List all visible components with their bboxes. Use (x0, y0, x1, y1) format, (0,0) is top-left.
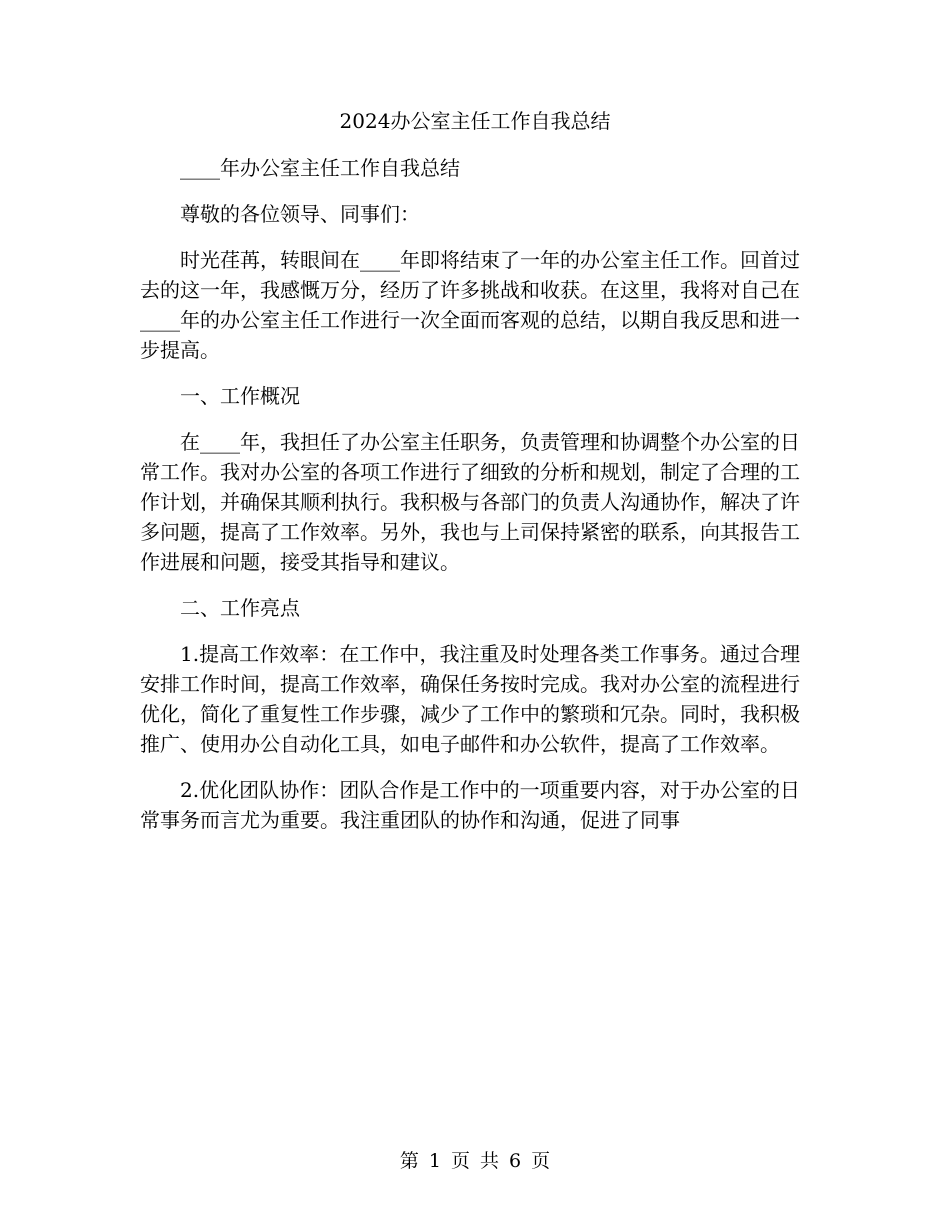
salutation-paragraph: 尊敬的各位领导、同事们： (180, 202, 420, 226)
page-indicator: 第 1 页 共 6 页 (399, 1150, 551, 1172)
subtitle-paragraph: ____年办公室主任工作自我总结 (180, 156, 460, 180)
document-title: 2024办公室主任工作自我总结 (339, 109, 611, 133)
intro-paragraph: 时光荏苒，转眼间在____年即将结束了一年的办公室主任工作。回首过去的这一年，我感慨万分，经历了许多挑战和收获。在这里，我将对自己在____年的办公室主任工作进行一次全面而客观的总结，以期自我反思和进一步提高。 (140, 248, 800, 362)
overview-paragraph: 在____年，我担任了办公室主任职务，负责管理和协调整个办公室的日常工作。我对办公室的各项工作进行了细致的分析和规划，制定了合理的工作计划，并确保其顺利执行。我积极与各部门的负责人沟通协作，解决了许多问题，提高了工作效率。另外，我也与上司保持紧密的联系，向其报告工作进展和问题，接受其指导和建议。 (140, 430, 800, 574)
highlight-item-teamwork: 2.优化团队协作：团队合作是工作中的一项重要内容，对于办公室的日常事务而言尤为重要。我注重团队的协作和沟通，促进了同事 (140, 778, 800, 832)
section-heading-highlights: 二、工作亮点 (180, 596, 300, 620)
highlight-item-efficiency: 1.提高工作效率：在工作中，我注重及时处理各类工作事务。通过合理安排工作时间，提高工作效率，确保任务按时完成。我对办公室的流程进行优化，简化了重复性工作步骤，减少了工作中的繁琐和冗杂。同时，我积极推广、使用办公自动化工具，如电子邮件和办公软件，提高了工作效率。 (140, 642, 800, 756)
document-body (140, 153, 800, 851)
section-heading-overview: 一、工作概况 (180, 384, 300, 408)
